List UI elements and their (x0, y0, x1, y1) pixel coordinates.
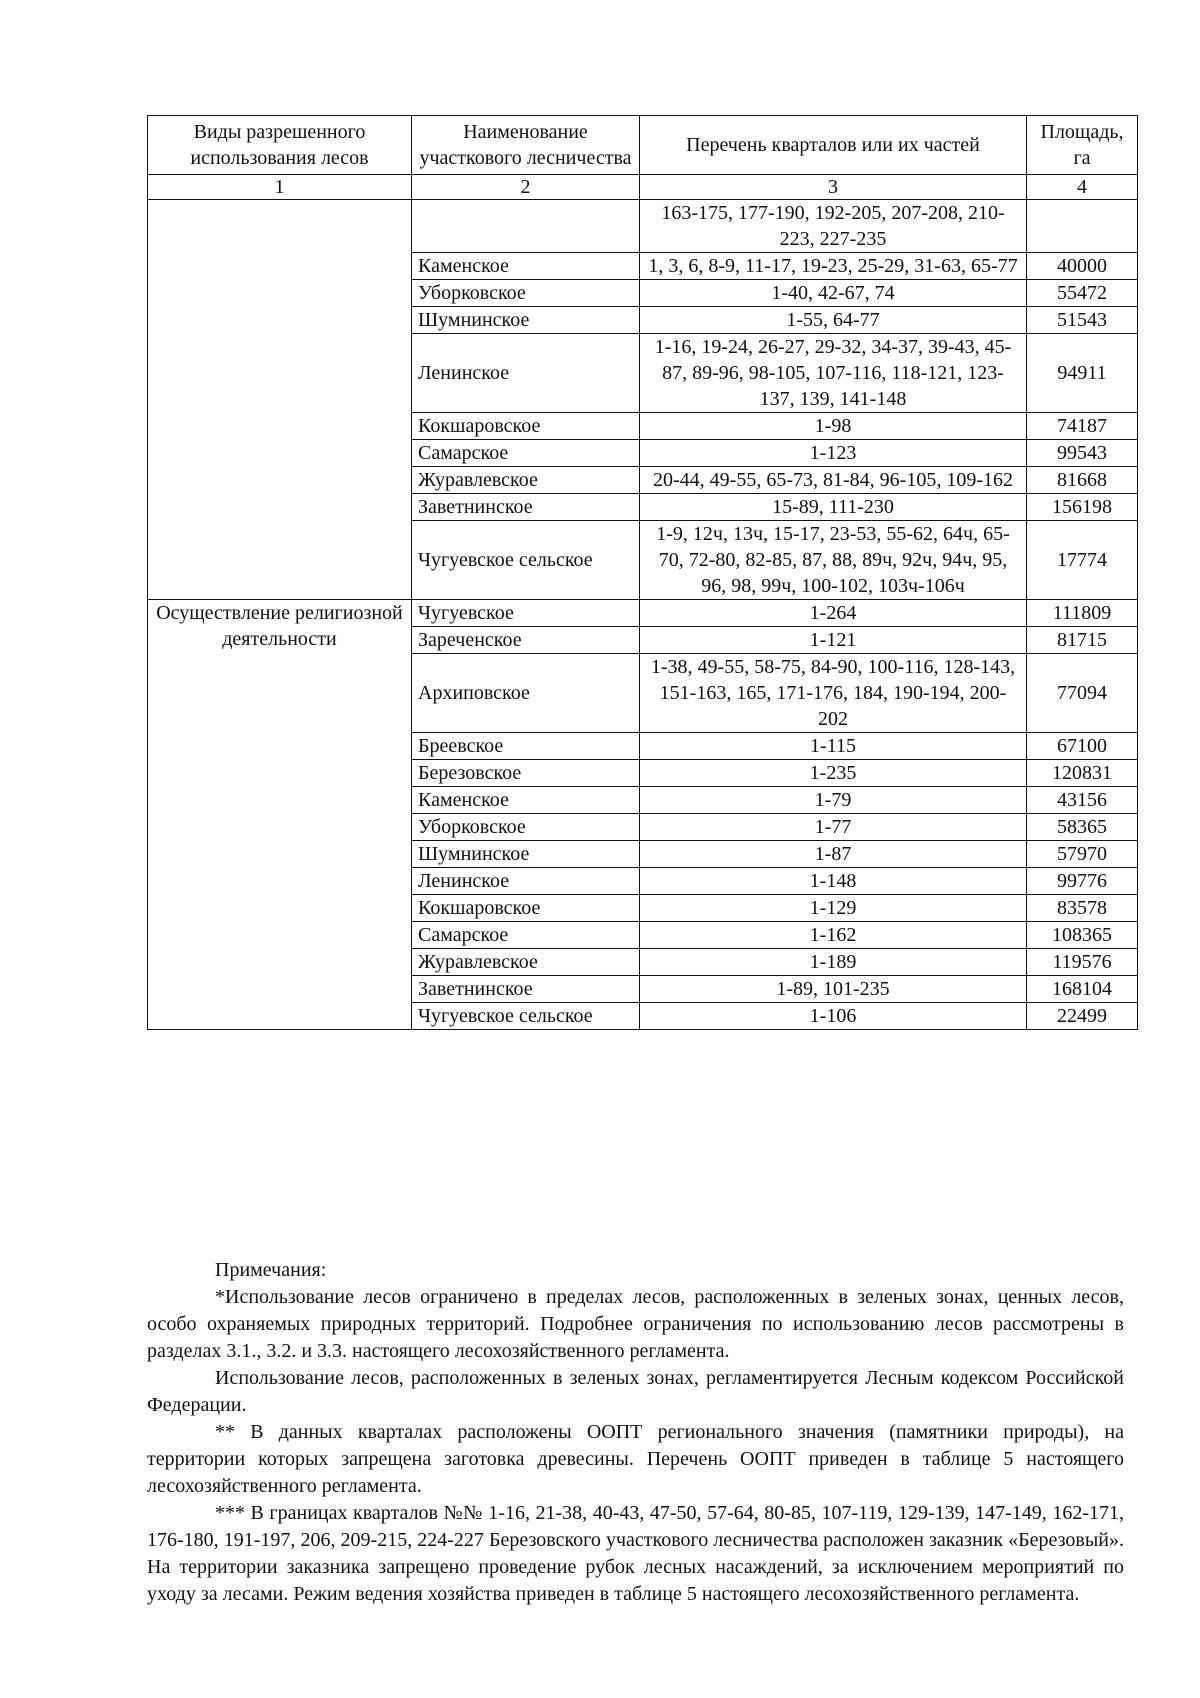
forestry-name-cell: Кокшаровское (412, 895, 640, 922)
forestry-name-cell: Каменское (412, 787, 640, 814)
forestry-name-cell: Шумнинское (412, 307, 640, 334)
quarters-cell: 1-9, 12ч, 13ч, 15-17, 23-53, 55-62, 64ч, 65-70, 72-80, 82-85, 87, 88, 89ч, 92ч, 94ч, 95, 96, 98, 99ч, 100-102, 103ч-106ч (640, 521, 1027, 600)
quarters-cell: 1-87 (640, 841, 1027, 868)
forestry-name-cell: Журавлевское (412, 949, 640, 976)
quarters-cell: 1-235 (640, 760, 1027, 787)
area-cell: 120831 (1027, 760, 1138, 787)
quarters-cell: 163-175, 177-190, 192-205, 207-208, 210-223, 227-235 (640, 200, 1027, 253)
forestry-name-cell: Архиповское (412, 654, 640, 733)
quarters-cell: 1-123 (640, 440, 1027, 467)
header-forestry-name: Наименование участкового лесничества (412, 116, 640, 175)
quarters-cell: 1-38, 49-55, 58-75, 84-90, 100-116, 128-143, 151-163, 165, 171-176, 184, 190-194, 200-202 (640, 654, 1027, 733)
area-cell: 111809 (1027, 600, 1138, 627)
area-cell: 156198 (1027, 494, 1138, 521)
forestry-name-cell: Заветнинское (412, 976, 640, 1003)
area-cell (1027, 200, 1138, 253)
area-cell: 77094 (1027, 654, 1138, 733)
table-row (148, 600, 1138, 627)
column-number: 3 (640, 175, 1027, 200)
area-cell: 119576 (1027, 949, 1138, 976)
forestry-name-cell: Зареченское (412, 627, 640, 654)
forestry-name-cell: Бреевское (412, 733, 640, 760)
note-paragraph: *** В границах кварталов №№ 1-16, 21-38, 40-43, 47-50, 57-64, 80-85, 107-119, 129-139, 147-149, 162-171, 176-180, 191-197, 206, 209-215, 224-227 Березовского участкового лесничества расположен заказник «Березовый». На территории заказника запрещено проведение рубок лесных насаждений, за исключением мероприятий по уходу за лесами. Режим ведения хозяйства приведен в таблице 5 настоящего лесохозяйственного регламента. (147, 1502, 1124, 1605)
forestry-name-cell: Чугуевское (412, 600, 640, 627)
note-paragraph: ** В данных кварталах расположены ООПТ регионального значения (памятники природы), на территории которых запрещена заготовка древесины. Перечень ООПТ приведен в таблице 5 настоящего лесохозяйственного регламента. (147, 1421, 1124, 1497)
header-use-type: Виды разрешенного использования лесов (148, 116, 412, 175)
forestry-name-cell (412, 200, 640, 253)
forest-use-table (147, 115, 1138, 1030)
forestry-name-cell: Чугуевское сельское (412, 521, 640, 600)
area-cell: 58365 (1027, 814, 1138, 841)
forestry-name-cell: Шумнинское (412, 841, 640, 868)
forestry-name-cell: Уборковское (412, 814, 640, 841)
area-cell: 99543 (1027, 440, 1138, 467)
note-paragraph: *Использование лесов ограничено в пределах лесов, расположенных в зеленых зонах, ценных лесов, особо охраняемых природных территорий. Подробнее ограничения по использованию лесов рассмотрены в разделах 3.1., 3.2. и 3.3. настоящего лесохозяйственного регламента. (147, 1286, 1124, 1362)
quarters-cell: 1-148 (640, 868, 1027, 895)
quarters-cell: 1-16, 19-24, 26-27, 29-32, 34-37, 39-43, 45-87, 89-96, 98-105, 107-116, 118-121, 123-137, 139, 141-148 (640, 334, 1027, 413)
quarters-cell: 1-162 (640, 922, 1027, 949)
quarters-cell: 1-189 (640, 949, 1027, 976)
forestry-name-cell: Уборковское (412, 280, 640, 307)
forestry-name-cell: Каменское (412, 253, 640, 280)
use-type-cell: Осуществление религиозной деятельности (148, 600, 412, 1030)
header-quarters-list: Перечень кварталов или их частей (640, 116, 1027, 175)
area-cell: 81715 (1027, 627, 1138, 654)
header-area: Площадь, га (1027, 116, 1138, 175)
column-number: 2 (412, 175, 640, 200)
column-number-row (148, 175, 1138, 200)
forestry-name-cell: Чугуевское сельское (412, 1003, 640, 1030)
quarters-cell: 1-79 (640, 787, 1027, 814)
area-cell: 108365 (1027, 922, 1138, 949)
table-header-row (148, 116, 1138, 175)
area-cell: 22499 (1027, 1003, 1138, 1030)
quarters-cell: 1-121 (640, 627, 1027, 654)
area-cell: 81668 (1027, 467, 1138, 494)
forestry-name-cell: Ленинское (412, 868, 640, 895)
forestry-name-cell: Березовское (412, 760, 640, 787)
forestry-name-cell: Самарское (412, 440, 640, 467)
quarters-cell: 15-89, 111-230 (640, 494, 1027, 521)
area-cell: 99776 (1027, 868, 1138, 895)
area-cell: 51543 (1027, 307, 1138, 334)
area-cell: 67100 (1027, 733, 1138, 760)
table-row (148, 200, 1138, 253)
quarters-cell: 1-264 (640, 600, 1027, 627)
quarters-cell: 1-89, 101-235 (640, 976, 1027, 1003)
area-cell: 43156 (1027, 787, 1138, 814)
area-cell: 40000 (1027, 253, 1138, 280)
forestry-name-cell: Заветнинское (412, 494, 640, 521)
quarters-cell: 1-106 (640, 1003, 1027, 1030)
quarters-cell: 20-44, 49-55, 65-73, 81-84, 96-105, 109-162 (640, 467, 1027, 494)
area-cell: 83578 (1027, 895, 1138, 922)
notes-title: Примечания: (215, 1259, 327, 1281)
area-cell: 55472 (1027, 280, 1138, 307)
forestry-name-cell: Кокшаровское (412, 413, 640, 440)
quarters-cell: 1-115 (640, 733, 1027, 760)
quarters-cell: 1-129 (640, 895, 1027, 922)
use-type-cell (148, 200, 412, 600)
note-paragraph: Использование лесов, расположенных в зеленых зонах, регламентируется Лесным кодексом Российской Федерации. (147, 1367, 1124, 1416)
quarters-cell: 1-40, 42-67, 74 (640, 280, 1027, 307)
column-number: 4 (1027, 175, 1138, 200)
forestry-name-cell: Ленинское (412, 334, 640, 413)
quarters-cell: 1, 3, 6, 8-9, 11-17, 19-23, 25-29, 31-63, 65-77 (640, 253, 1027, 280)
quarters-cell: 1-55, 64-77 (640, 307, 1027, 334)
quarters-cell: 1-77 (640, 814, 1027, 841)
area-cell: 57970 (1027, 841, 1138, 868)
area-cell: 17774 (1027, 521, 1138, 600)
area-cell: 74187 (1027, 413, 1138, 440)
area-cell: 168104 (1027, 976, 1138, 1003)
quarters-cell: 1-98 (640, 413, 1027, 440)
area-cell: 94911 (1027, 334, 1138, 413)
column-number: 1 (148, 175, 412, 200)
notes-section (147, 1257, 1124, 1608)
forestry-name-cell: Журавлевское (412, 467, 640, 494)
forestry-name-cell: Самарское (412, 922, 640, 949)
table-body (148, 200, 1138, 1030)
